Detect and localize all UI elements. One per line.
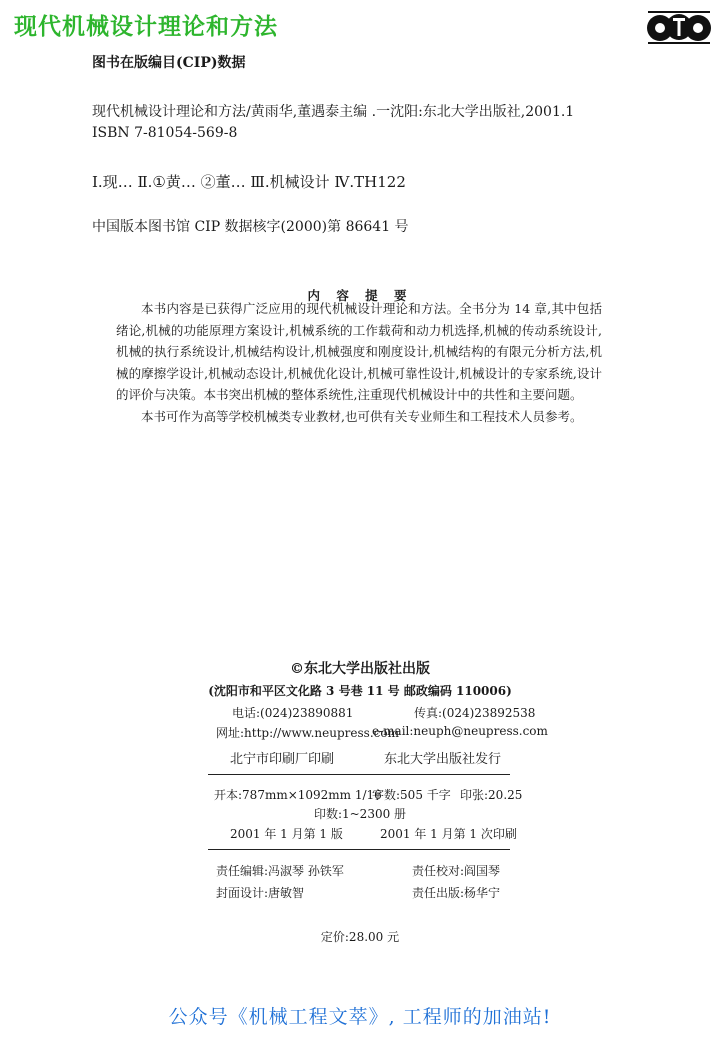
distributor: 东北大学出版社发行: [384, 752, 502, 767]
publisher-email: e-mail:neuph@neupress.com: [372, 724, 548, 738]
book-format: 开本:787mm×1092mm 1/16: [214, 788, 382, 802]
cip-heading: 图书在版编目(CIP)数据: [92, 55, 246, 71]
cip-record-number: 中国版本图书馆 CIP 数据核字(2000)第 86641 号: [92, 219, 409, 235]
edition: 2001 年 1 月第 1 版: [230, 827, 343, 841]
divider: [208, 774, 510, 775]
summary-title: 内 容 提 要: [307, 288, 413, 303]
publisher-address: (沈阳市和平区文化路 3 号巷 11 号 邮政编码 110006): [208, 684, 512, 698]
divider: [208, 849, 510, 850]
cover-designer: 封面设计:唐敏智: [216, 886, 305, 900]
summary-body: [116, 298, 602, 427]
print-run: 印数:1~2300 册: [313, 807, 407, 821]
summary-paragraph-2: 本书可作为高等学校机械类专业教材,也可供有关专业师生和工程技术人员参考。: [141, 408, 583, 424]
publishing-supervisor: 责任出版:杨华宁: [412, 886, 501, 900]
footer-banner: 公众号《机械工程文萃》, 工程师的加油站!: [168, 1006, 552, 1028]
gear-logo-icon: [646, 8, 712, 46]
print-sheets: 印张:20.25: [460, 788, 523, 802]
summary-paragraph-1: 本书内容是已获得广泛应用的现代机械设计理论和方法。全书分为 14 章,其中包括绪论,机械的功能原理方案设计,机械系统的工作载荷和动力机选择,机械的传动系统设计,机械的执行系统设计,机械结构设计,机械强度和刚度设计,机械结构的有限元分析方法,机械的摩擦学设计,机械动态设计,机械优化设计,机械可靠性设计,机械设计的专家系统,设计的评价与决策。本书突出机械的整体系统性,注重现代机械设计中的共性和主要问题。: [116, 301, 602, 402]
word-count: 字数:505 千字: [372, 788, 451, 802]
header-title: 现代机械设计理论和方法: [14, 13, 278, 40]
cip-isbn: ISBN 7-81054-569-8: [92, 125, 238, 141]
cip-title-line: 现代机械设计理论和方法/黄雨华,董遇泰主编 .一沈阳:东北大学出版社,2001.1: [92, 104, 575, 120]
publisher-fax: 传真:(024)23892538: [414, 706, 536, 720]
proofreader: 责任校对:阎国琴: [412, 864, 501, 878]
publisher: ©东北大学出版社出版: [290, 661, 430, 677]
publisher-website: 网址:http://www.neupress.com: [216, 726, 399, 740]
responsible-editors: 责任编辑:冯淑琴 孙铁军: [216, 864, 344, 878]
price: 定价:28.00 元: [320, 930, 400, 944]
printing: 2001 年 1 月第 1 次印刷: [380, 827, 517, 841]
cip-classification: Ⅰ.现… Ⅱ.①黄… ②董… Ⅲ.机械设计 Ⅳ.TH122: [92, 173, 406, 191]
printer: 北宁市印刷厂印刷: [230, 752, 335, 767]
publisher-phone: 电话:(024)23890881: [232, 706, 354, 720]
